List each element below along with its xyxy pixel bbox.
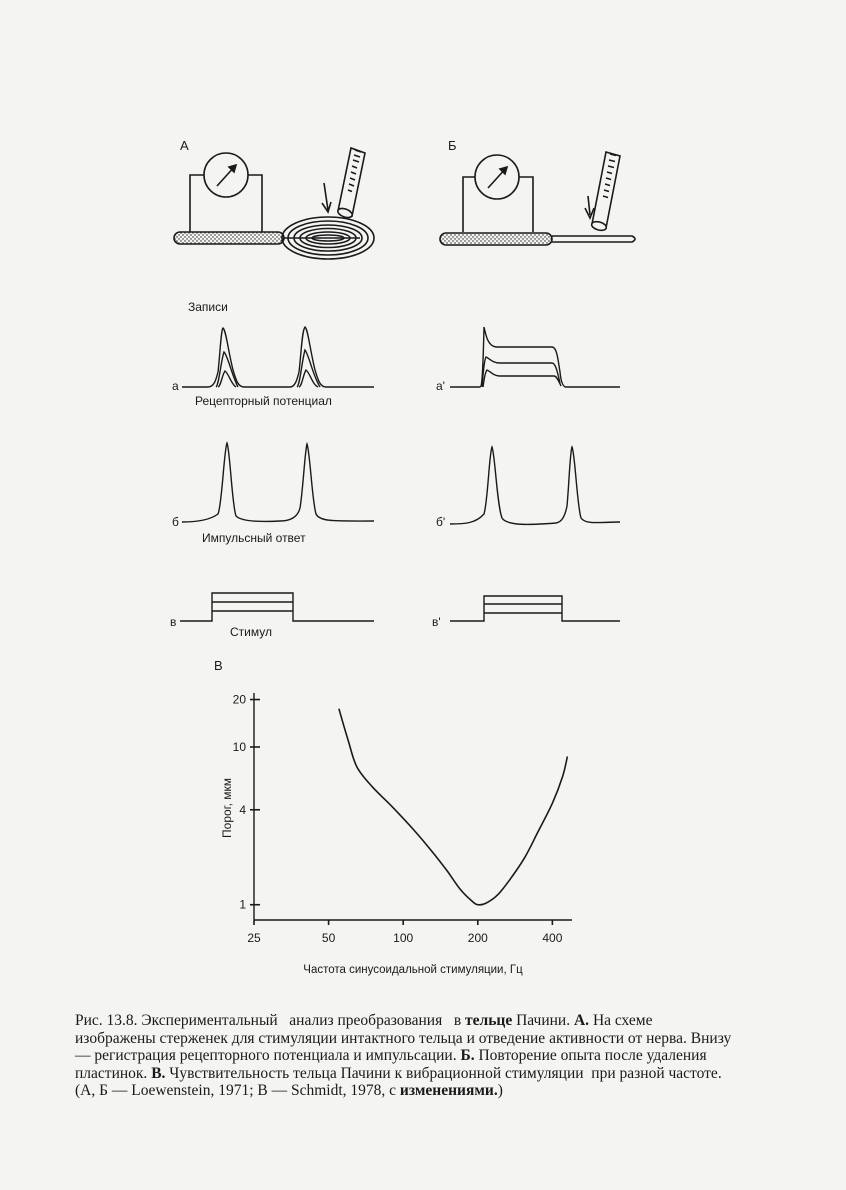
records-heading: Записи <box>188 300 228 314</box>
y-ticks <box>233 693 260 912</box>
y-axis-label: Порог, мкм <box>220 778 234 838</box>
trace-label-b: б <box>172 515 179 529</box>
caption-text: Повторение опыта после удаления пластинок. <box>75 1047 711 1082</box>
panel-label-b: Б <box>448 138 457 153</box>
panel-label-a: А <box>180 138 189 153</box>
receptor-traces-left <box>172 327 374 408</box>
impulse-traces-right <box>436 447 620 529</box>
x-tick-label: 400 <box>542 931 563 945</box>
y-tick-label: 20 <box>232 692 246 707</box>
caption-text: Чувствительность тельца Пачини к вибрационной стимуляции при разной частоте. (А, Б — Loewenstein, 1971; В — Schmidt, 1978, с <box>75 1064 726 1099</box>
caption-text: В. <box>151 1064 166 1082</box>
caption-text: Пачини. <box>512 1012 574 1029</box>
x-tick-label: 200 <box>467 931 488 945</box>
caption-text: тельце <box>465 1012 513 1029</box>
y-tick-label: 1 <box>239 897 246 912</box>
trace-label-a: а <box>172 379 179 393</box>
impulse-response-title: Импульсный ответ <box>202 531 306 545</box>
figure-caption <box>75 1012 735 1100</box>
nerve-b <box>440 233 552 245</box>
receptor-potential-title: Рецепторный потенциал <box>195 394 332 408</box>
stim-rod-a <box>322 148 365 219</box>
caption-text: ) <box>497 1082 503 1099</box>
stimulus-traces-right <box>432 596 620 629</box>
schematic-a <box>174 138 374 259</box>
threshold-chart <box>214 658 572 976</box>
panel-label-c: В <box>214 658 223 673</box>
caption-text: Рис. 13.8. Экспериментальный анализ преобразования в <box>75 1012 466 1029</box>
schematic-b <box>440 138 635 245</box>
x-tick-label: 25 <box>247 931 261 945</box>
x-tick-label: 100 <box>393 931 414 945</box>
receptor-traces-right <box>436 327 620 393</box>
trace-label-v-prime: в' <box>432 615 441 629</box>
x-ticks <box>247 920 562 945</box>
caption-text: На схеме изображены стерженек для стимуляции интактного тельца и отведение активности от нерва. Внизу — регистрация рецепторного потенциала и импульсации. <box>75 1012 736 1064</box>
naked-terminal-b <box>552 236 635 242</box>
caption-text: А. <box>573 1012 590 1029</box>
trace-label-a-prime: а' <box>436 379 445 393</box>
caption-text: изменениями. <box>399 1082 498 1099</box>
impulse-traces-left <box>172 443 374 545</box>
trace-label-b-prime: б' <box>436 515 446 529</box>
stimulus-traces-left <box>170 593 374 639</box>
caption-text: Б. <box>460 1047 475 1064</box>
trace-label-v: в <box>170 615 177 629</box>
threshold-curve <box>339 709 568 905</box>
nerve-a <box>174 232 284 244</box>
stimulus-title: Стимул <box>230 625 272 639</box>
y-tick-label: 10 <box>232 740 246 755</box>
y-tick-label: 4 <box>239 802 246 817</box>
stim-rod-b <box>585 152 620 232</box>
corpuscle-a <box>282 217 374 259</box>
x-axis-label: Частота синусоидальной стимуляции, Гц <box>303 964 523 976</box>
x-tick-label: 50 <box>321 931 336 945</box>
